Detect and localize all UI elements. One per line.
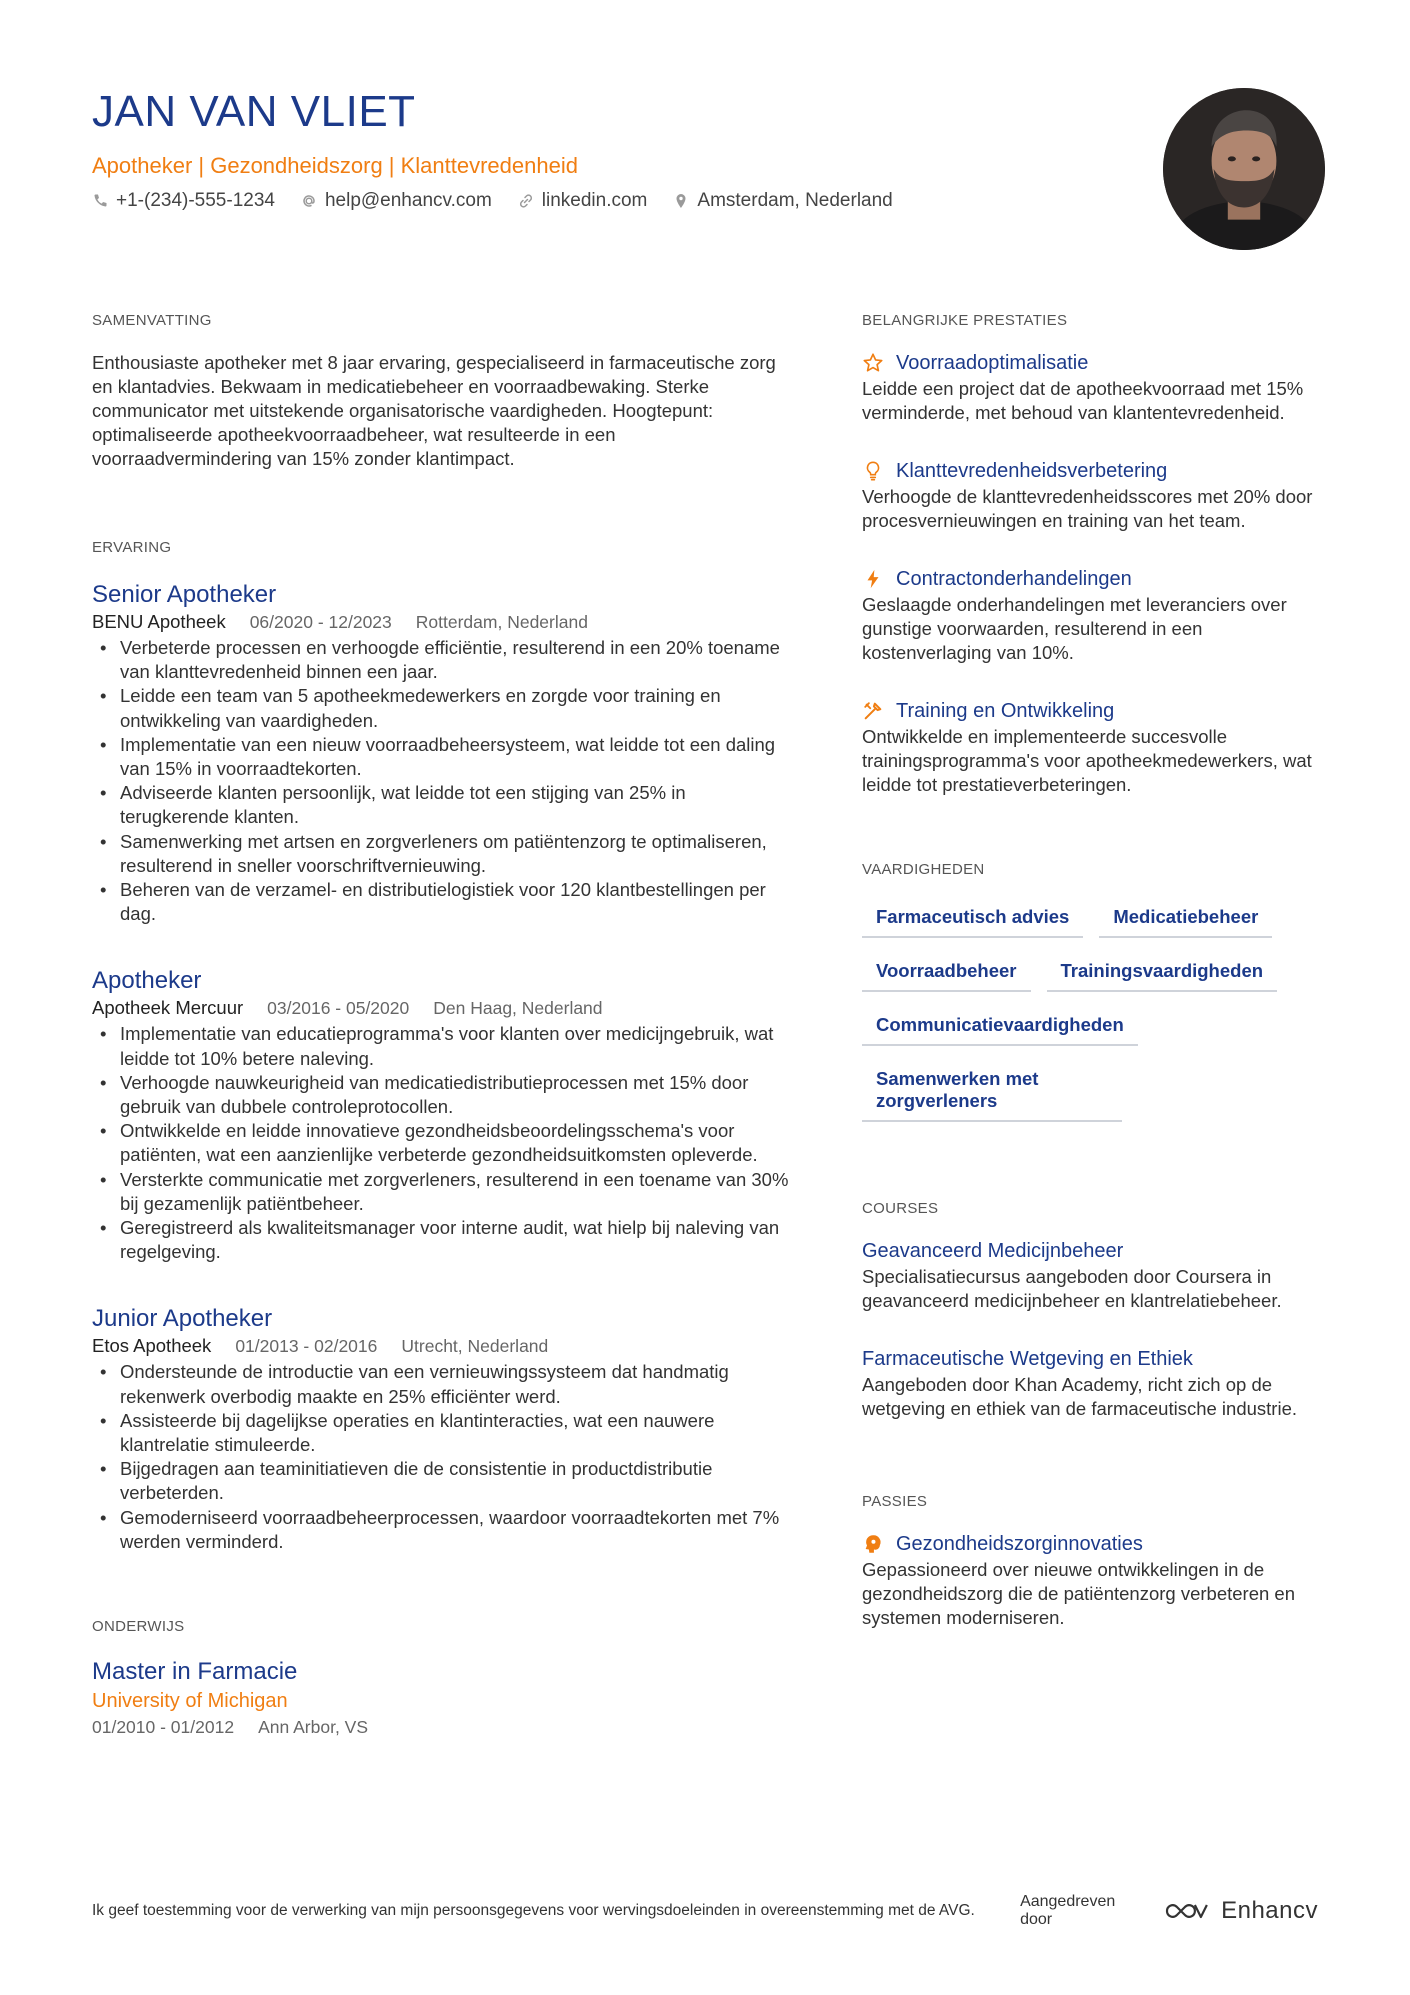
job-location: Rotterdam, Nederland bbox=[415, 612, 588, 632]
job-bullet: • Verbeterde processen en verhoogde efficiëntie, resulterend in een 20% toename van klanttevredenheid binnen een jaar. bbox=[92, 636, 792, 684]
skill-tag: Farmaceutisch advies bbox=[862, 906, 1083, 938]
job-company: Apotheek Mercuur bbox=[92, 997, 244, 1019]
job-dates: 06/2020 - 12/2023 bbox=[249, 612, 392, 632]
course-item bbox=[862, 1345, 1322, 1421]
email-text: help@enhancv.com bbox=[324, 190, 492, 211]
summary-text: Enthousiaste apotheker met 8 jaar ervaring, gespecialiseerd in farmaceutische zorg en klantadvies. Bekwaam in medicatiebeheer en voorraadbewaking. Sterke communicator met uitstekende organisatorische vaardigheden. Hoogtepunt: optimaliseerde apotheekvoorraadbeheer, wat resulteerde in een voorraadvermindering van 15% zonder klantimpact. bbox=[92, 352, 776, 469]
brand-name: Enhancv bbox=[1221, 1897, 1318, 1924]
degree-title: Master in Farmacie bbox=[92, 1658, 298, 1686]
contact-bar bbox=[92, 190, 1152, 212]
achievements-section bbox=[862, 312, 1322, 797]
consent-text: Ik geef toestemming voor de verwerking van mijn persoonsgegevens voor wervingsdoeleinden in overeenstemming met de AVG. bbox=[92, 1902, 975, 1919]
education-heading: ONDERWIJS bbox=[92, 1618, 185, 1636]
job-bullet: • Geregistreerd als kwaliteitsmanager voor interne audit, wat hielp bij naleving van regelgeving. bbox=[92, 1216, 792, 1264]
page-footer bbox=[92, 1893, 1332, 1929]
contact-linkedin[interactable] bbox=[518, 190, 648, 212]
job-title: Junior Apotheker bbox=[92, 1305, 273, 1333]
skill-tag: Samenwerken met zorgverleners bbox=[862, 1068, 1122, 1122]
job-title: Apotheker bbox=[92, 967, 202, 995]
contact-location bbox=[673, 190, 892, 212]
portrait-image bbox=[1163, 88, 1325, 250]
job-bullet: • Versterkte communicatie met zorgverleners, resulterend in een toename van 30% bij gezamenlijk patiëntbeheer. bbox=[92, 1168, 792, 1216]
achievement-header bbox=[862, 697, 1322, 725]
job-company: Etos Apotheek bbox=[92, 1335, 212, 1357]
star-icon bbox=[862, 352, 884, 374]
bolt-icon bbox=[862, 568, 884, 590]
achievements-heading: BELANGRIJKE PRESTATIES bbox=[862, 312, 1068, 329]
candidate-name: JAN VAN VLIET bbox=[92, 87, 416, 136]
passion-title: Gezondheidszorginnovaties bbox=[896, 1533, 1143, 1555]
contact-phone[interactable] bbox=[92, 190, 275, 212]
job-bullet: • Verhoogde nauwkeurigheid van medicatiedistributieprocessen met 15% door gebruik van dubbele controleprotocollen. bbox=[92, 1071, 792, 1119]
course-text: Aangeboden door Khan Academy, richt zich op de wetgeving en ethiek van de farmaceutische industrie. bbox=[862, 1374, 1298, 1419]
location-text: Amsterdam, Nederland bbox=[697, 190, 893, 211]
job-bullet: • Samenwerking met artsen en zorgverleners om patiëntenzorg te optimaliseren, resulterend in sneller voorschriftvernieuwing. bbox=[92, 830, 792, 878]
achievement-text: Ontwikkelde en implementeerde succesvolle trainingsprogramma's voor apotheekmedewerkers, wat leidde tot prestatieverbeteringen. bbox=[862, 726, 1312, 795]
left-column bbox=[92, 312, 792, 1739]
job-bullet: • Ontwikkelde en leidde innovatieve gezondheidsbeoordelingsschema's voor patiënten, wat een aanzienlijke verbeterde gezondheidsuitkomsten opleverde. bbox=[92, 1119, 792, 1167]
course-title: Geavanceerd Medicijnbeheer bbox=[862, 1240, 1124, 1262]
lightbulb-icon bbox=[862, 460, 884, 482]
achievement-header bbox=[862, 565, 1322, 593]
education-section bbox=[92, 1618, 792, 1739]
job-entry bbox=[92, 580, 792, 926]
location-pin-icon bbox=[673, 193, 689, 209]
course-title: Farmaceutische Wetgeving en Ethiek bbox=[862, 1348, 1193, 1370]
headline: Apotheker | Gezondheidszorg | Klanttevredenheid bbox=[92, 153, 578, 178]
right-column bbox=[862, 312, 1322, 1630]
brain-icon bbox=[862, 1533, 884, 1555]
experience-heading: ERVARING bbox=[92, 539, 172, 556]
education-meta bbox=[92, 1715, 792, 1739]
skills-list bbox=[862, 906, 1322, 1122]
achievement-text: Geslaagde onderhandelingen met leveranciers over gunstige voorwaarden, resulterend in een kostenverlaging van 10%. bbox=[862, 594, 1287, 663]
job-meta bbox=[92, 610, 792, 634]
job-location: Den Haag, Nederland bbox=[433, 998, 603, 1019]
course-item bbox=[862, 1237, 1322, 1313]
job-dates: 03/2016 - 05/2020 bbox=[267, 998, 410, 1019]
job-bullets bbox=[92, 1360, 792, 1554]
job-bullet: • Beheren van de verzamel- en distributielogistiek voor 120 klantbestellingen per dag. bbox=[92, 878, 792, 926]
powered-by[interactable] bbox=[1020, 1893, 1318, 1929]
achievement-title: Contractonderhandelingen bbox=[896, 568, 1132, 590]
job-bullet: • Bijgedragen aan teaminitiatieven die de consistentie in productdistributie verbeterden. bbox=[92, 1457, 792, 1505]
summary-heading: SAMENVATTING bbox=[92, 312, 212, 329]
job-bullet: • Ondersteunde de introductie van een vernieuwingssysteem dat handmatig rekenwerk overbodig maakte en 25% efficiënter werd. bbox=[92, 1360, 792, 1408]
achievement-title: Voorraadoptimalisatie bbox=[896, 352, 1089, 374]
skills-section bbox=[862, 861, 1322, 1122]
job-title: Senior Apotheker bbox=[92, 581, 277, 608]
course-text: Specialisatiecursus aangeboden door Coursera in geavanceerd medicijnbeheer en klantrelatiebeheer. bbox=[862, 1266, 1282, 1311]
job-meta bbox=[92, 1334, 792, 1358]
skill-tag: Trainingsvaardigheden bbox=[1047, 960, 1278, 992]
achievement-title: Klanttevredenheidsverbetering bbox=[896, 460, 1168, 482]
job-bullet: • Adviseerde klanten persoonlijk, wat leidde tot een stijging van 25% in terugkerende klanten. bbox=[92, 781, 792, 829]
achievement-item bbox=[862, 565, 1322, 665]
job-bullet: • Implementatie van een nieuw voorraadbeheersysteem, wat leidde tot een daling van 15% in voorraadtekorten. bbox=[92, 733, 792, 781]
achievement-item bbox=[862, 457, 1322, 533]
job-bullets bbox=[92, 1022, 792, 1264]
achievement-item bbox=[862, 349, 1322, 425]
job-bullets bbox=[92, 636, 792, 926]
experience-section bbox=[92, 539, 792, 1554]
phone-text: +1-(234)-555-1234 bbox=[116, 190, 275, 211]
passion-text: Gepassioneerd over nieuwe ontwikkelingen in de gezondheidszorg die de patiëntenzorg verbeteren en systemen moderniseren. bbox=[862, 1559, 1296, 1628]
education-location: Ann Arbor, VS bbox=[258, 1717, 369, 1738]
profile-photo bbox=[1163, 88, 1325, 250]
contact-email[interactable] bbox=[301, 190, 492, 212]
job-meta bbox=[92, 996, 792, 1020]
link-icon bbox=[518, 193, 534, 209]
skill-tag: Communicatievaardigheden bbox=[862, 1014, 1138, 1046]
achievement-text: Verhoogde de klanttevredenheidsscores met 20% door procesvernieuwingen en training van het team. bbox=[862, 486, 1313, 531]
tools-icon bbox=[862, 700, 884, 722]
job-entry bbox=[92, 1304, 792, 1554]
job-dates: 01/2013 - 02/2016 bbox=[235, 1336, 378, 1357]
passion-header bbox=[862, 1530, 1322, 1558]
powered-label: Aangedreven door bbox=[1020, 1893, 1116, 1928]
achievement-item bbox=[862, 697, 1322, 797]
education-dates: 01/2010 - 01/2012 bbox=[92, 1717, 235, 1738]
passions-section bbox=[862, 1493, 1322, 1630]
job-bullet: • Leidde een team van 5 apotheekmedewerkers en zorgde voor training en ontwikkeling van vaardigheden. bbox=[92, 684, 792, 732]
passions-heading: PASSIES bbox=[862, 1493, 928, 1510]
achievement-header bbox=[862, 349, 1322, 377]
job-bullet: • Gemoderniseerd voorraadbeheerprocessen, waardoor voorraadtekorten met 7% werden verminderd. bbox=[92, 1506, 792, 1554]
summary-section bbox=[92, 312, 792, 471]
at-icon bbox=[301, 193, 317, 209]
job-entry bbox=[92, 966, 792, 1264]
job-location: Utrecht, Nederland bbox=[401, 1336, 549, 1357]
passion-item bbox=[862, 1530, 1322, 1630]
achievement-header bbox=[862, 457, 1322, 485]
courses-section bbox=[862, 1200, 1322, 1421]
job-bullet: • Implementatie van educatieprogramma's voor klanten over medicijngebruik, wat leidde tot 10% betere naleving. bbox=[92, 1022, 792, 1070]
phone-icon bbox=[92, 193, 108, 209]
enhancv-logo-icon bbox=[1163, 1899, 1209, 1923]
school-name: University of Michigan bbox=[92, 1690, 288, 1713]
achievement-text: Leidde een project dat de apotheekvoorraad met 15% verminderde, met behoud van klantentevredenheid. bbox=[862, 378, 1304, 423]
job-bullet: • Assisteerde bij dagelijkse operaties en klantinteracties, wat een nauwere klantrelatie stimuleerde. bbox=[92, 1409, 792, 1457]
skill-tag: Medicatiebeheer bbox=[1099, 906, 1272, 938]
job-company: BENU Apotheek bbox=[92, 611, 226, 632]
achievement-title: Training en Ontwikkeling bbox=[896, 700, 1115, 722]
resume-header bbox=[92, 86, 1152, 212]
linkedin-text: linkedin.com bbox=[541, 190, 648, 211]
skill-tag: Voorraadbeheer bbox=[862, 960, 1031, 992]
courses-heading: COURSES bbox=[862, 1200, 939, 1217]
skills-heading: VAARDIGHEDEN bbox=[862, 861, 985, 878]
